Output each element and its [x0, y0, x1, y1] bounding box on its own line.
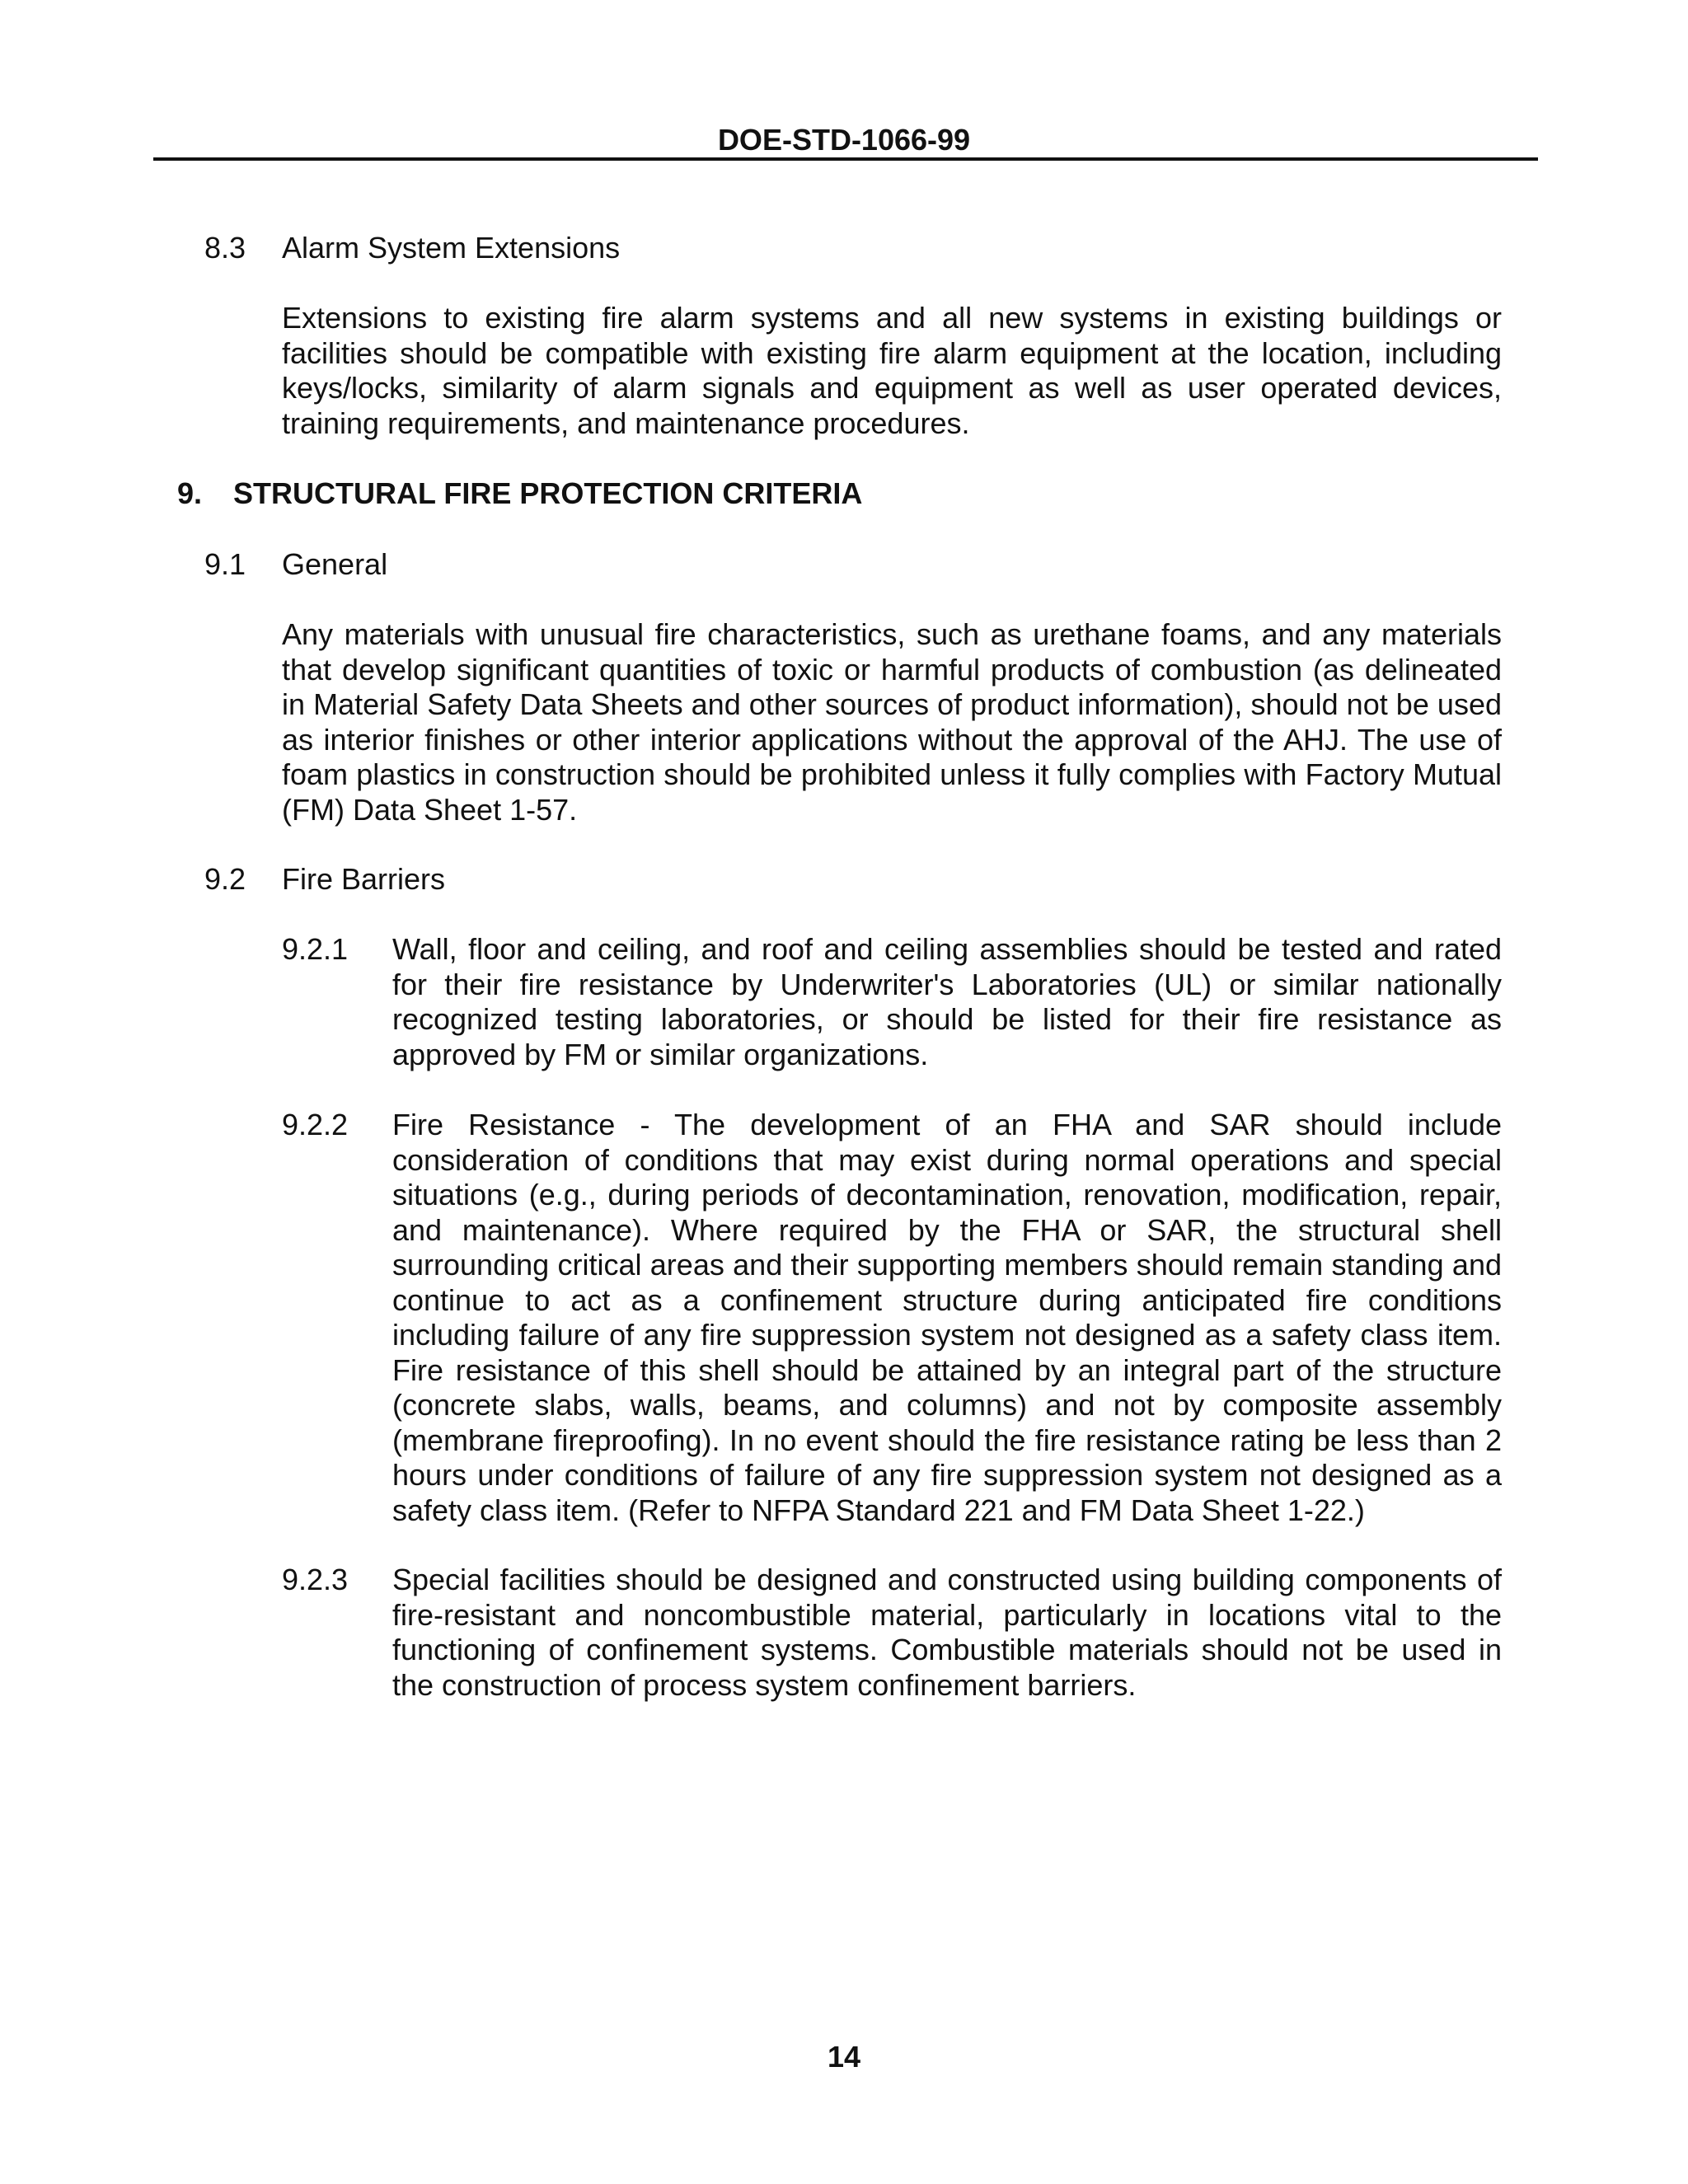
section-9-2-2-body: Fire Resistance - The development of an FHA and SAR should include consideration of conditions that may exist during normal operations and special situations (e.g., during periods of decontamination, renovation, modification, repair, and maintenance). Where required by the FHA or SAR, the structural shell surrounding critical areas and their supporting members should remain standing and continue to act as a confinement structure during anticipated fire conditions including failure of any fire suppression system not designed as a safety class item. Fire resistance of this shell should be attained by an integral part of the structure (concrete slabs, walls, beams, and columns) and not by composite assembly (membrane fireproofing). In no event should the fire resistance rating be less than 2 hours under conditions of failure of any fire suppression system not designed as a safety class item. (Refer to NFPA Standard 221 and FM Data Sheet 1-22.) [392, 1108, 1502, 1527]
section-9-2-title: Fire Barriers [282, 862, 446, 896]
header-divider [153, 157, 1538, 161]
section-9-1-title: General [282, 547, 388, 581]
section-9-2-3-number: 9.2.3 [282, 1563, 349, 1596]
section-9-1-number: 9.1 [204, 547, 246, 581]
section-9-2-3-body: Special facilities should be designed and constructed using building components of fire-resistant and noncombustible material, particularly in locations vital to the functioning of confinement systems. Combustible materials should not be used in the construction of process system confinement barriers. [392, 1563, 1502, 1702]
section-8-3-title: Alarm System Extensions [282, 231, 621, 265]
section-9-title: STRUCTURAL FIRE PROTECTION CRITERIA [233, 476, 863, 510]
section-8-3-body: Extensions to existing fire alarm systems and all new systems in existing buildings or facilities should be compatible with existing fire alarm equipment at the location, including keys/locks, similarity of alarm signals and equipment as well as user operated devices, training requirements, and maintenance procedures. [282, 301, 1502, 440]
section-8-3-number: 8.3 [204, 231, 246, 265]
document-id: DOE-STD-1066-99 [717, 123, 971, 157]
page-number: 14 [827, 2040, 861, 2074]
section-9-2-1-number: 9.2.1 [282, 932, 349, 966]
section-9-1-body: Any materials with unusual fire characteristics, such as urethane foams, and any materials that develop significant quantities of toxic or harmful products of combustion (as delineated in Material Safety Data Sheets and other sources of product information), should not be used as interior finishes or other interior applications without the approval of the AHJ. The use of foam plastics in construction should be prohibited unless it fully complies with Factory Mutual (FM) Data Sheet 1-57. [282, 617, 1502, 827]
section-9-2-number: 9.2 [204, 862, 246, 896]
section-9-2-2-number: 9.2.2 [282, 1108, 349, 1141]
section-9-number: 9. [177, 476, 203, 510]
section-9-2-1-body: Wall, floor and ceiling, and roof and ceiling assemblies should be tested and rated for their fire resistance by Underwriter's Laboratories (UL) or similar nationally recognized testing laboratories, or should be listed for their fire resistance as approved by FM or similar organizations. [392, 932, 1502, 1071]
